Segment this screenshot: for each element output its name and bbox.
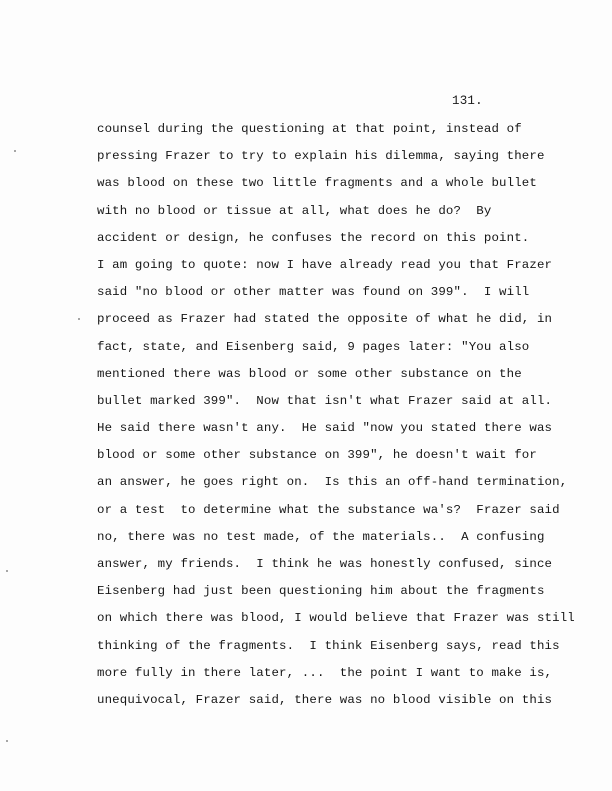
text-line: I am going to quote: now I have already read you that Frazer bbox=[97, 257, 553, 272]
text-line: answer, my friends. I think he was honestly confused, since bbox=[97, 557, 553, 571]
text-line: accident or design, he confuses the record on this point. bbox=[97, 230, 530, 245]
text-line: Eisenberg had just been questioning him about the fragments bbox=[97, 584, 545, 599]
text-line: unequivocal, Frazer said, there was no blood visible on this bbox=[97, 692, 553, 707]
text-line: no, there was no test made, of the materials.. A confusing bbox=[97, 529, 545, 544]
margin-speck bbox=[78, 318, 80, 320]
text-line: said "no blood or other matter was found on 399". I will bbox=[97, 285, 530, 300]
margin-speck bbox=[6, 570, 8, 572]
text-line: blood or some other substance on 399", he doesn't wait for bbox=[97, 448, 537, 463]
text-line: counsel during the questioning at that point, instead of bbox=[97, 122, 522, 136]
text-line: mentioned there was blood or some other substance on the bbox=[97, 366, 522, 381]
page-number: 131. bbox=[452, 94, 483, 108]
text-line: proceed as Frazer had stated the opposite of what he did, in bbox=[97, 312, 553, 327]
text-line: with no blood or tissue at all, what does he do? By bbox=[97, 203, 492, 218]
text-line: more fully in there later, ... the point I want to make is, bbox=[97, 665, 553, 680]
text-line: was blood on these two little fragments and a whole bullet bbox=[97, 176, 537, 191]
text-line: fact, state, and Eisenberg said, 9 pages later: "You also bbox=[97, 339, 530, 354]
text-line: He said there wasn't any. He said "now you stated there was bbox=[97, 421, 553, 436]
text-line: pressing Frazer to try to explain his dilemma, saying there bbox=[97, 149, 545, 164]
text-line: thinking of the fragments. I think Eisenberg says, read this bbox=[97, 638, 560, 653]
margin-speck bbox=[6, 740, 8, 742]
text-line: on which there was blood, I would believe that Frazer was still bbox=[97, 611, 575, 626]
margin-speck bbox=[14, 150, 16, 152]
text-line: an answer, he goes right on. Is this an off-hand termination, bbox=[97, 475, 568, 490]
body-text bbox=[97, 119, 597, 717]
text-line: bullet marked 399". Now that isn't what Frazer said at all. bbox=[97, 393, 553, 408]
text-line: or a test to determine what the substance wa's? Frazer said bbox=[97, 502, 560, 517]
